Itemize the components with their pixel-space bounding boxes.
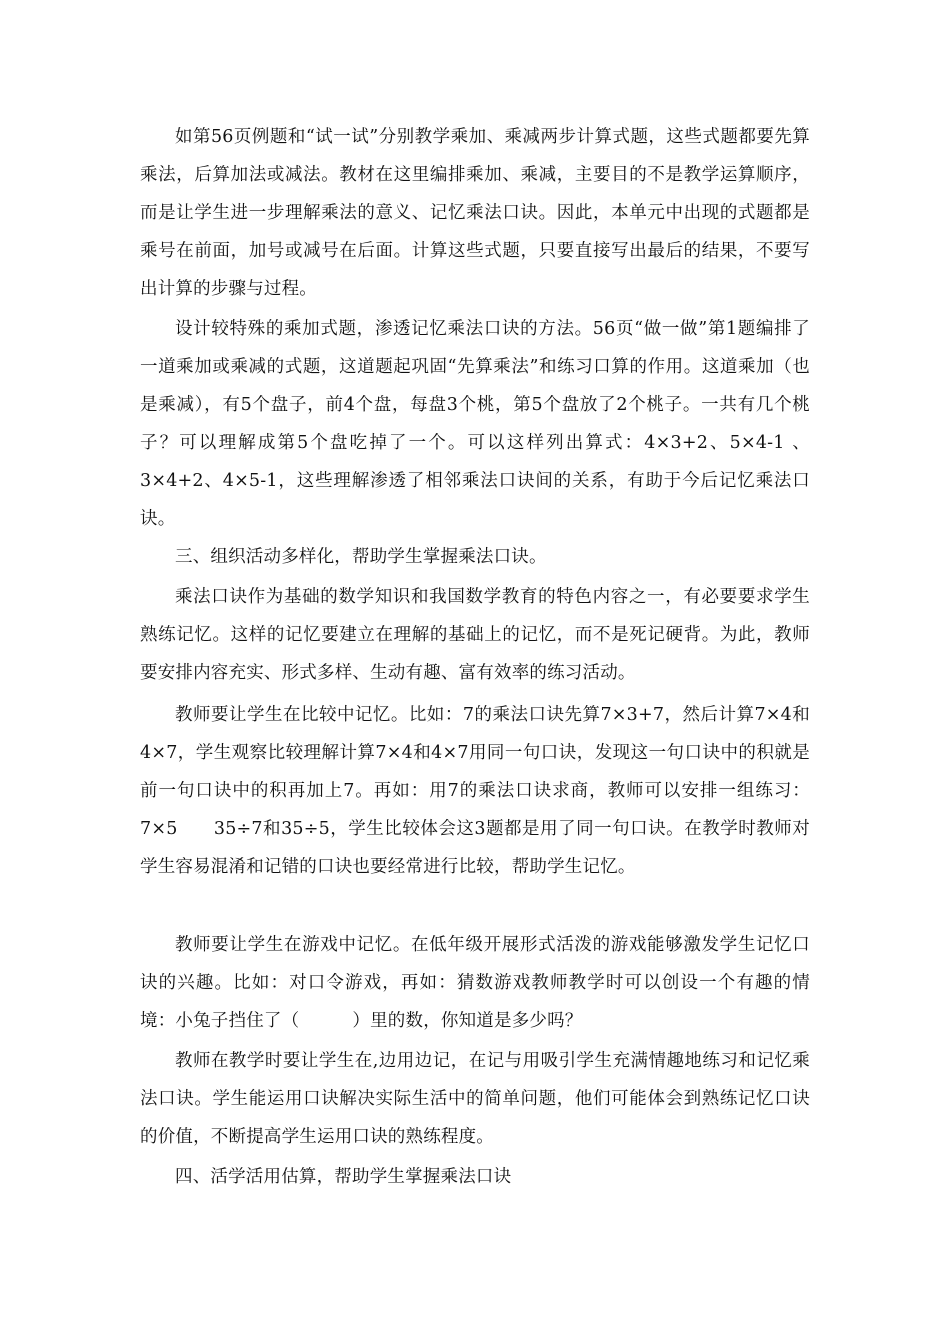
- section-heading-three: 三、组织活动多样化，帮助学生掌握乘法口诀。: [175, 547, 547, 567]
- paragraph-special-expressions: 设计较特殊的乘加式题，渗透记忆乘法口诀的方法。56页“做一做”第1题编排了一道乘加或乘减的式题，这道题起巩固“先算乘法”和练习口算的作用。这道乘加（也是乘减），有5个盘子，前4个盘，每盘3个桃，第5个盘放了2个桃子。一共有几个桃子？可以理解成第5个盘吃掉了一个。可以这样列出算式：4×3+2、5×4-1 、3×4+2、4×5-1，这些理解渗透了相邻乘法口诀间的关系，有助于今后记忆乘法口诀。: [140, 319, 810, 529]
- paragraph-use-while-remembering: 教师在教学时要让学生在,边用边记，在记与用吸引学生充满情趣地练习和记忆乘法口诀。学生能运用口诀解决实际生活中的简单问题，他们可能体会到熟练记忆口诀的价值，不断提高学生运用口诀的熟练程度。: [140, 1051, 810, 1147]
- paragraph-compare-memory: 教师要让学生在比较中记忆。比如：7的乘法口诀先算7×3+7，然后计算7×4和4×7，学生观察比较理解计算7×4和4×7用同一句口诀，发现这一句口诀中的积就是前一句口诀中的积再加上7。再如：用7的乘法口诀求商，教师可以安排一组练习：7×5 35÷7和35÷5，学生比较体会这3题都是用了同一句口诀。在教学时教师对学生容易混淆和记错的口诀也要经常进行比较，帮助学生记忆。: [140, 705, 810, 877]
- paragraph-multiplication-rhyme-importance: 乘法口诀作为基础的数学知识和我国数学教育的特色内容之一，有必要要求学生熟练记忆。这样的记忆要建立在理解的基础上的记忆，而不是死记硬背。为此，教师要安排内容充实、形式多样、生动有趣、富有效率的练习活动。: [140, 587, 810, 683]
- paragraph-game-memory: 教师要让学生在游戏中记忆。在低年级开展形式活泼的游戏能够激发学生记忆口诀的兴趣。比如：对口令游戏，再如：猜数游戏教师教学时可以创设一个有趣的情境：小兔子挡住了（ ）里的数，你知道是多少吗？: [140, 935, 810, 1031]
- paragraph-multiply-add-subtract: 如第56页例题和“试一试”分别教学乘加、乘减两步计算式题，这些式题都要先算乘法，后算加法或减法。教材在这里编排乘加、乘减，主要目的不是教学运算顺序，而是让学生进一步理解乘法的意义、记忆乘法口诀。因此，本单元中出现的式题都是乘号在前面，加号或减号在后面。计算这些式题，只要直接写出最后的结果，不要写出计算的步骤与过程。: [140, 127, 810, 299]
- section-heading-four: 四、活学活用估算，帮助学生掌握乘法口诀: [175, 1167, 512, 1187]
